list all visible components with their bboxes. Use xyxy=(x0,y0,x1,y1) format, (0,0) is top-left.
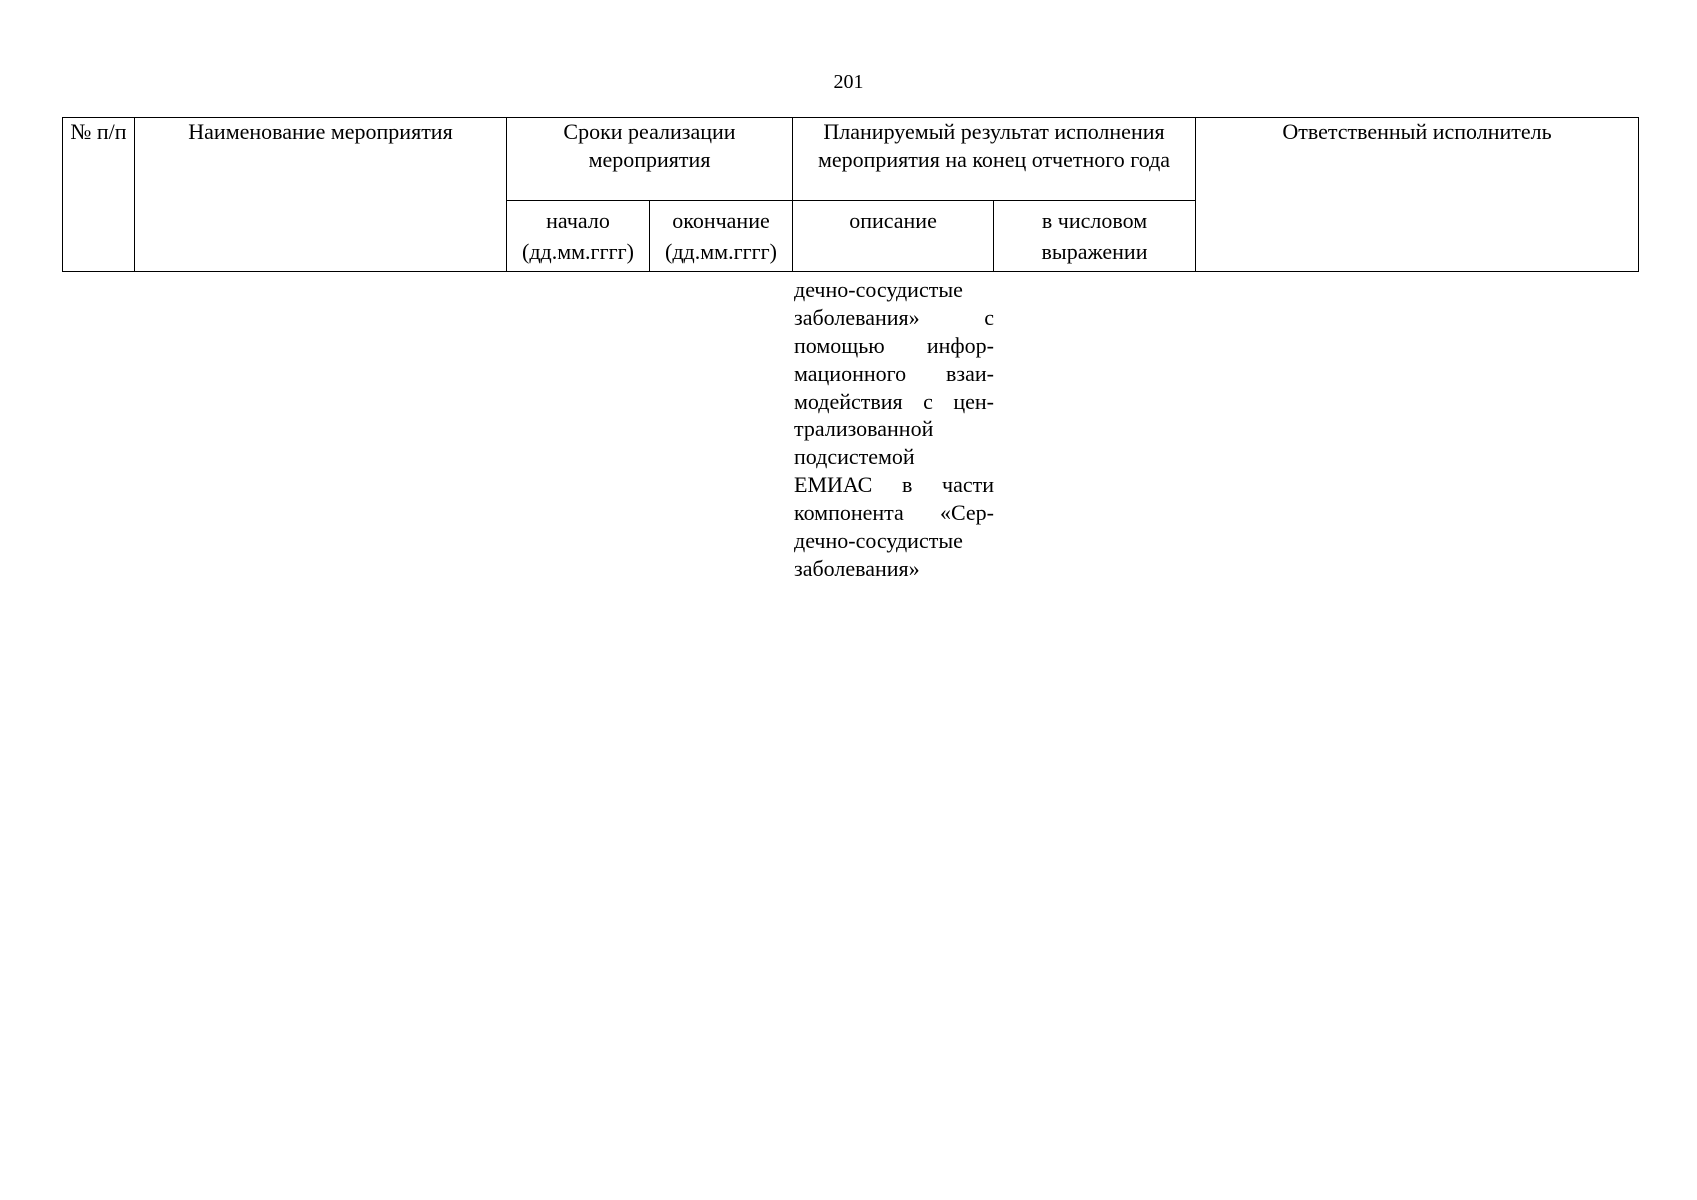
continuation-line xyxy=(794,304,994,332)
continuation-word: дечно-сосудистые xyxy=(794,528,963,554)
continuation-word: цен- xyxy=(953,388,994,414)
continuation-word: компонента xyxy=(794,500,904,526)
continuation-word: взаи- xyxy=(946,360,994,386)
continuation-line xyxy=(794,471,994,499)
header-name: Наименование мероприятия xyxy=(135,118,507,272)
continuation-word: трализованной xyxy=(794,416,934,442)
continuation-word: подсистемой xyxy=(794,444,915,470)
continuation-word: дечно-сосудистые xyxy=(794,277,963,302)
header-end: окончание (дд.мм.гггг) xyxy=(650,201,793,272)
continuation-line xyxy=(794,276,994,304)
continuation-line xyxy=(794,388,994,416)
continuation-line xyxy=(794,499,994,527)
header-responsible: Ответственный исполнитель xyxy=(1196,118,1639,272)
continuation-word: помощью xyxy=(794,332,885,358)
continuation-line xyxy=(794,443,994,471)
continuation-line xyxy=(794,332,994,360)
header-result: Планируемый результат исполнения мероприятия на конец отчетного года xyxy=(793,118,1196,201)
header-start: начало (дд.мм.гггг) xyxy=(507,201,650,272)
continuation-word: заболевания» xyxy=(794,304,920,330)
continuation-line xyxy=(794,527,994,555)
header-period: Сроки реализации мероприятия xyxy=(507,118,793,201)
continuation-line xyxy=(794,555,994,583)
continuation-word: мационного xyxy=(794,360,907,386)
continuation-word: модействия xyxy=(794,388,903,414)
continuation-word: «Сер- xyxy=(939,500,994,526)
continuation-word: инфор- xyxy=(926,332,994,358)
continuation-word: в xyxy=(901,472,913,498)
continuation-line xyxy=(794,415,994,443)
continuation-word: с xyxy=(923,388,933,414)
header-numeric: в числовом выражении xyxy=(994,201,1196,272)
continuation-line xyxy=(794,360,994,388)
header-description: описание xyxy=(793,201,994,272)
continuation-word: ЕМИАС xyxy=(794,472,873,498)
page-number: 201 xyxy=(833,71,864,93)
continuation-word: заболевания» xyxy=(794,555,920,581)
continuation-word: с xyxy=(984,304,994,330)
header-table xyxy=(62,117,1639,272)
continuation-word: части xyxy=(942,472,994,498)
description-continuation xyxy=(794,276,994,583)
header-num: № п/п xyxy=(63,118,135,272)
